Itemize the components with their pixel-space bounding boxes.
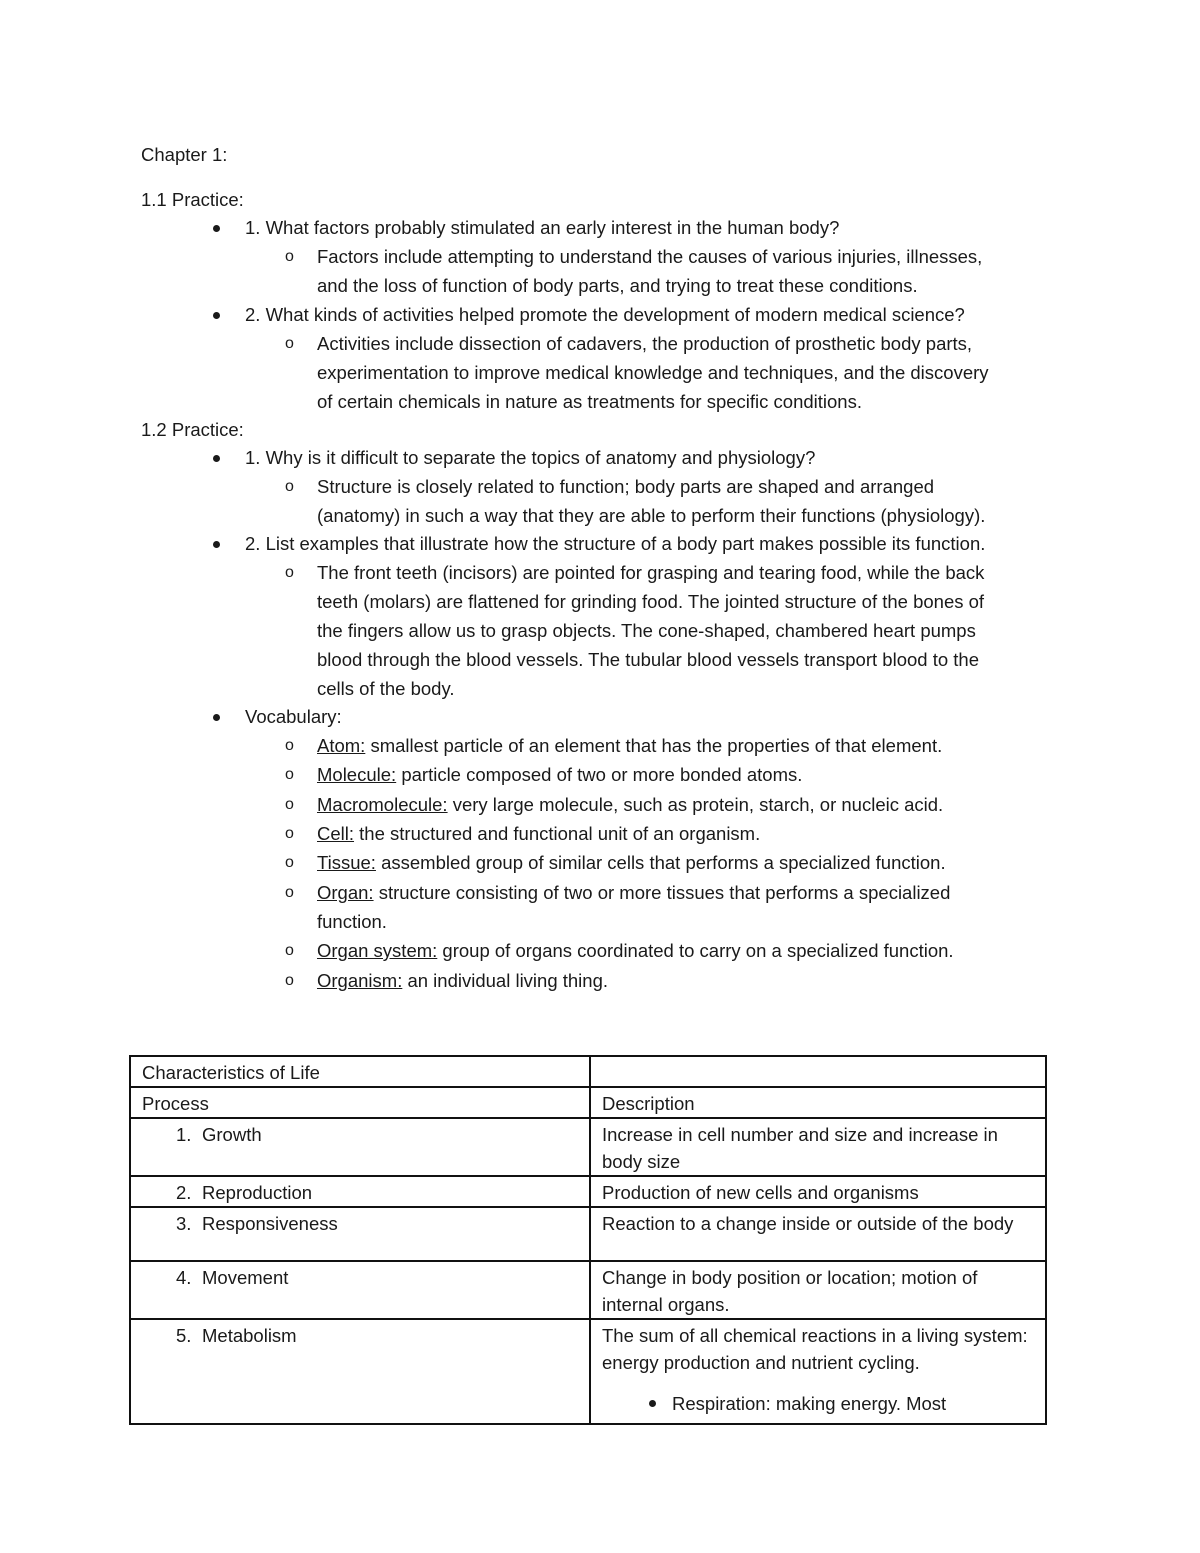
sub-bullet-icon: o	[285, 766, 294, 783]
sub-bullet-icon: o	[285, 825, 294, 842]
vocab-item	[317, 969, 608, 993]
process-cell	[130, 1176, 590, 1207]
bullet-icon	[649, 1400, 656, 1407]
sub-bullet-icon: o	[285, 248, 294, 265]
description-cell: Reaction to a change inside or outside of the body	[590, 1207, 1046, 1261]
answer-1-2-1-line: (anatomy) in such a way that they are able to perform their functions (physiology).	[317, 505, 986, 526]
vocab-item	[317, 939, 954, 963]
vocab-definition: group of organs coordinated to carry on a specialized function.	[437, 940, 954, 961]
bullet-icon	[213, 312, 220, 319]
answer-1-1-2-line: experimentation to improve medical knowledge and techniques, and the discovery	[317, 362, 989, 383]
row-number: 4.	[176, 1267, 192, 1288]
vocab-item	[317, 822, 760, 846]
vocab-definition: smallest particle of an element that has the properties of that element.	[365, 735, 943, 756]
sub-bullet-icon: o	[285, 737, 294, 754]
vocab-item	[317, 734, 942, 758]
vocab-definition: very large molecule, such as protein, starch, or nucleic acid.	[447, 794, 944, 815]
question-1-1-1: 1. What factors probably stimulated an early interest in the human body?	[245, 217, 840, 238]
table-row	[130, 1118, 1046, 1176]
description-bullet	[602, 1390, 946, 1417]
table-title: Characteristics of Life	[130, 1056, 590, 1087]
process-cell	[130, 1261, 590, 1319]
vocab-term: Molecule:	[317, 764, 397, 785]
vocab-definition: particle composed of two or more bonded atoms.	[396, 764, 803, 785]
vocab-term: Organ system:	[317, 940, 438, 961]
bullet-icon	[213, 714, 220, 721]
process-name: Reproduction	[202, 1182, 313, 1203]
vocab-term: Atom:	[317, 735, 366, 756]
vocab-definition: assembled group of similar cells that performs a specialized function.	[375, 852, 946, 873]
process-cell	[130, 1118, 590, 1176]
table-title-row	[130, 1056, 1046, 1087]
header-description: Description	[590, 1087, 1046, 1118]
header-process: Process	[130, 1087, 590, 1118]
sub-bullet-icon: o	[285, 478, 294, 495]
section-1-1-heading: 1.1 Practice:	[141, 189, 244, 210]
sub-bullet-icon: o	[285, 796, 294, 813]
process-cell	[130, 1207, 590, 1261]
process-name: Responsiveness	[202, 1213, 338, 1234]
question-1-2-2: 2. List examples that illustrate how the structure of a body part makes possible its function.	[245, 533, 986, 554]
vocab-item	[317, 881, 950, 905]
answer-1-2-2-line: The front teeth (incisors) are pointed for grasping and tearing food, while the back	[317, 562, 985, 583]
table-header-row	[130, 1087, 1046, 1118]
sub-bullet-icon: o	[285, 972, 294, 989]
answer-1-1-1-line: Factors include attempting to understand the causes of various injuries, illnesses,	[317, 246, 983, 267]
table-row	[130, 1319, 1046, 1424]
answer-1-1-1-line: and the loss of function of body parts, and trying to treat these conditions.	[317, 275, 918, 296]
vocabulary-heading: Vocabulary:	[245, 706, 342, 727]
vocab-definition: function.	[317, 911, 387, 932]
description-text: The sum of all chemical reactions in a living system: energy production and nutrient cycling.	[602, 1325, 1028, 1373]
sub-bullet-icon: o	[285, 564, 294, 581]
vocab-term: Organ:	[317, 882, 374, 903]
vocab-item	[317, 851, 946, 875]
process-name: Growth	[202, 1124, 262, 1145]
question-1-1-2: 2. What kinds of activities helped promote the development of modern medical science?	[245, 304, 965, 325]
vocab-term: Cell:	[317, 823, 355, 844]
vocab-definition: structure consisting of two or more tissues that performs a specialized	[373, 882, 951, 903]
table-row	[130, 1207, 1046, 1261]
vocab-item	[317, 793, 943, 817]
sub-bullet-icon: o	[285, 884, 294, 901]
table-empty-cell	[590, 1056, 1046, 1087]
bullet-icon	[213, 225, 220, 232]
characteristics-table	[129, 1055, 1047, 1425]
chapter-title: Chapter 1:	[141, 144, 228, 165]
description-cell: Production of new cells and organisms	[590, 1176, 1046, 1207]
vocab-item-continuation	[317, 910, 387, 934]
description-cell: Increase in cell number and size and increase in body size	[590, 1118, 1046, 1176]
bullet-icon	[213, 541, 220, 548]
description-cell: Change in body position or location; motion of internal organs.	[590, 1261, 1046, 1319]
answer-1-2-2-line: blood through the blood vessels. The tubular blood vessels transport blood to the	[317, 649, 979, 670]
sub-bullet-icon: o	[285, 335, 294, 352]
row-number: 5.	[176, 1325, 192, 1346]
row-number: 1.	[176, 1124, 192, 1145]
vocab-item	[317, 763, 802, 787]
table-row	[130, 1176, 1046, 1207]
vocab-definition: an individual living thing.	[402, 970, 609, 991]
process-name: Metabolism	[202, 1325, 297, 1346]
bullet-icon	[213, 455, 220, 462]
table-row	[130, 1261, 1046, 1319]
vocab-term: Macromolecule:	[317, 794, 448, 815]
process-cell	[130, 1319, 590, 1424]
description-bullet-text: Respiration: making energy. Most	[672, 1393, 947, 1414]
answer-1-1-2-line: of certain chemicals in nature as treatments for specific conditions.	[317, 391, 862, 412]
answer-1-2-2-line: the fingers allow us to grasp objects. The cone-shaped, chambered heart pumps	[317, 620, 976, 641]
row-number: 2.	[176, 1182, 192, 1203]
answer-1-1-2-line: Activities include dissection of cadavers, the production of prosthetic body parts,	[317, 333, 973, 354]
vocab-term: Tissue:	[317, 852, 376, 873]
sub-bullet-icon: o	[285, 942, 294, 959]
answer-1-2-2-line: teeth (molars) are flattened for grinding food. The jointed structure of the bones of	[317, 591, 985, 612]
vocab-term: Organism:	[317, 970, 403, 991]
process-name: Movement	[202, 1267, 289, 1288]
section-1-2-heading: 1.2 Practice:	[141, 419, 244, 440]
vocab-definition: the structured and functional unit of an organism.	[354, 823, 761, 844]
answer-1-2-1-line: Structure is closely related to function; body parts are shaped and arranged	[317, 476, 935, 497]
row-number: 3.	[176, 1213, 192, 1234]
sub-bullet-icon: o	[285, 854, 294, 871]
description-cell	[590, 1319, 1046, 1424]
question-1-2-1: 1. Why is it difficult to separate the topics of anatomy and physiology?	[245, 447, 816, 468]
answer-1-2-2-line: cells of the body.	[317, 678, 455, 699]
